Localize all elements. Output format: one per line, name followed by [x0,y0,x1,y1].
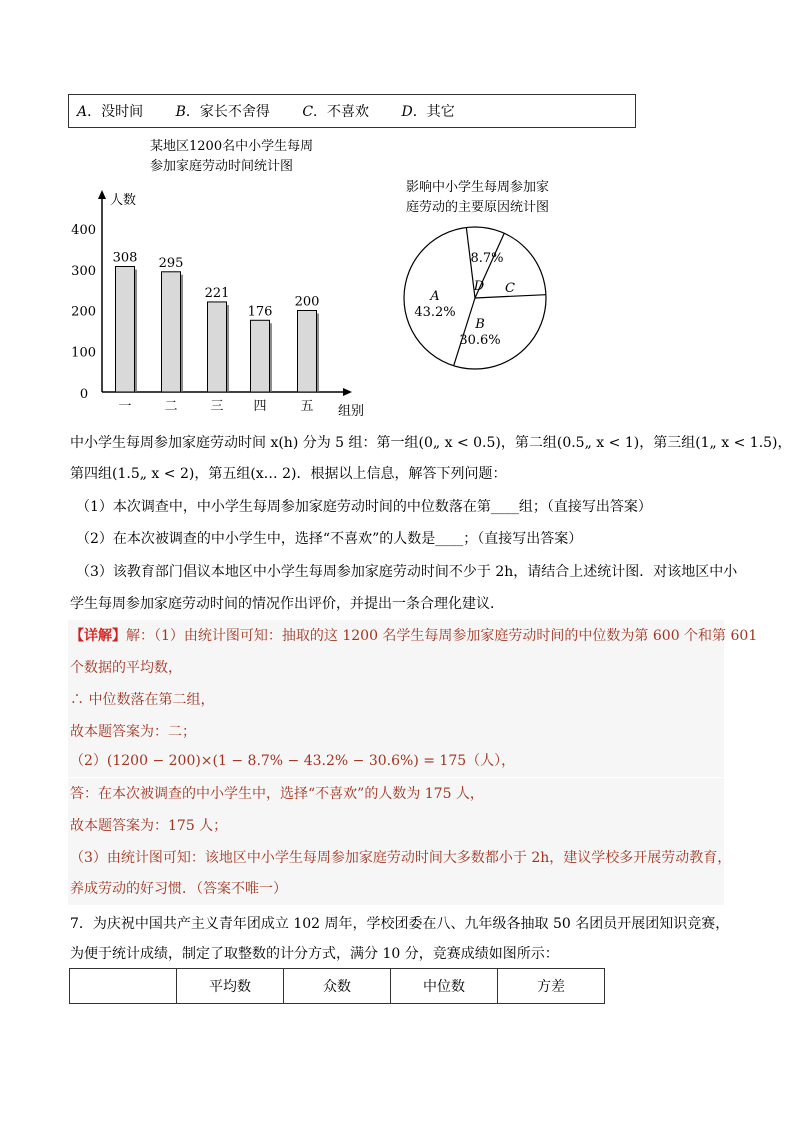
pie-chart-title-line2: 庭劳动的主要原因统计图 [406,200,550,215]
answer-line-5: （2）(1200 − 200)×(1 − 8.7% − 43.2% − 30.6%) = 175（人）， [68,745,724,777]
table-header-mean: 平均数 [177,969,284,1004]
option-c: C．不喜欢 [302,104,370,120]
answer-line-3: ∴ 中位数落在第二组， [68,684,724,716]
y-tick-label: 400 [71,223,96,238]
option-b: B．家长不舍得 [175,104,270,120]
answer-line-6: 答：在本次被调查的中小学生中，选择“不喜欢”的人数为 175 人， [68,778,724,810]
bar [298,311,317,393]
pie-slice-percent: 8.7% [470,251,504,266]
table-header-blank [70,969,177,1004]
question-7-line1: 7．为庆祝中国共产主义青年团成立 102 周年，学校团委在八、九年级各抽取 50 名团员开展团知识竞赛， [70,916,730,932]
bar-value-label: 176 [247,304,273,320]
y-tick-label: 100 [71,345,96,361]
answer-tag: 【详解】 [70,628,126,644]
answer-line-7: 故本题答案为：175 人； [68,810,724,842]
pie-slice-label: B [475,317,485,332]
x-tick-label: 四 [253,399,267,414]
question-7-line2: 为便于统计成绩，制定了取整数的计分方式，满分 10 分，竞赛成绩如图所示： [70,946,559,962]
problem-text-line1: 中小学生每周参加家庭劳动时间 x(h) 分为 5 组：第一组(0„ x < 0.5)，第二组(0.5„ x < 1)，第三组(1„ x < 1.5)， [70,435,792,451]
x-tick-label: 二 [164,399,178,414]
pie-slice-percent: 43.2% [414,305,456,320]
problem-text-line2: 第四组(1.5„ x < 2)，第五组(x… 2)．根据以上信息，解答下列问题： [70,466,507,482]
bar-chart-title-line1: 某地区1200名中小学生每周 [150,139,314,154]
bar-chart-title-line2: 参加家庭劳动时间统计图 [150,159,294,174]
y-axis-label: 人数 [110,193,137,208]
pie-chart-title-line1: 影响中小学生每周参加家 [406,180,550,195]
answer-line-4: 故本题答案为：二； [68,716,724,748]
option-a: A．没时间 [77,104,144,120]
stats-table [69,968,605,1004]
bar-value-label: 200 [294,294,320,310]
pie-slice-label: C [505,281,515,296]
answer-line-9: 养成劳动的好习惯．（答案不唯一） [68,873,724,905]
x-tick-label: 一 [118,399,132,414]
bar-chart [60,180,380,420]
x-axis-arrow [343,388,352,396]
y-tick-label: 200 [71,304,96,320]
question-3-line2: 学生每周参加家庭劳动时间的情况作出评价，并提出一条合理化建议． [70,596,504,612]
pie-chart [390,220,560,380]
table-header-mode: 众数 [284,969,391,1004]
bar [251,320,270,392]
question-2: （2）在本次被调查的中小学生中，选择“不喜欢”的人数是____；（直接写出答案） [76,531,583,547]
bar-value-label: 308 [112,250,138,266]
pie-slice-label: A [430,289,440,304]
y-axis-arrow [98,190,106,199]
bar [162,272,181,392]
table-row [70,969,605,1004]
bar-value-label: 295 [158,255,184,271]
answer-line-8: （3）由统计图可知：该地区中小学生每周参加家庭劳动时间大多数都小于 2h，建议学校多开展劳动教育， [68,842,724,874]
bar [208,302,227,392]
table-header-variance: 方差 [498,969,605,1004]
option-d: D．其它 [401,104,455,120]
question-3-line1: （3）该教育部门倡议本地区中小学生每周参加家庭劳动时间不少于 2h，请结合上述统计图．对该地区中小 [76,564,738,580]
answer-line-1: 【详解】解：（1）由统计图可知：抽取的这 1200 名学生每周参加家庭劳动时间的中位数为第 600 个和第 601 [68,620,724,652]
x-tick-label: 三 [210,399,224,414]
pie-slice-percent: 30.6% [459,333,501,348]
question-1: （1）本次调查中，中小学生每周参加家庭劳动时间的中位数落在第____组；（直接写出答案） [76,499,652,515]
origin-label: 0 [79,387,89,402]
options-box [68,94,636,128]
y-tick-label: 300 [71,263,96,279]
answer-line-2: 个数据的平均数， [68,652,724,684]
x-axis-label: 组别 [338,404,365,419]
pie-slice-label: D [473,279,485,294]
bar-value-label: 221 [204,285,230,301]
x-tick-label: 五 [300,399,314,414]
bar [116,266,135,392]
table-header-median: 中位数 [391,969,498,1004]
